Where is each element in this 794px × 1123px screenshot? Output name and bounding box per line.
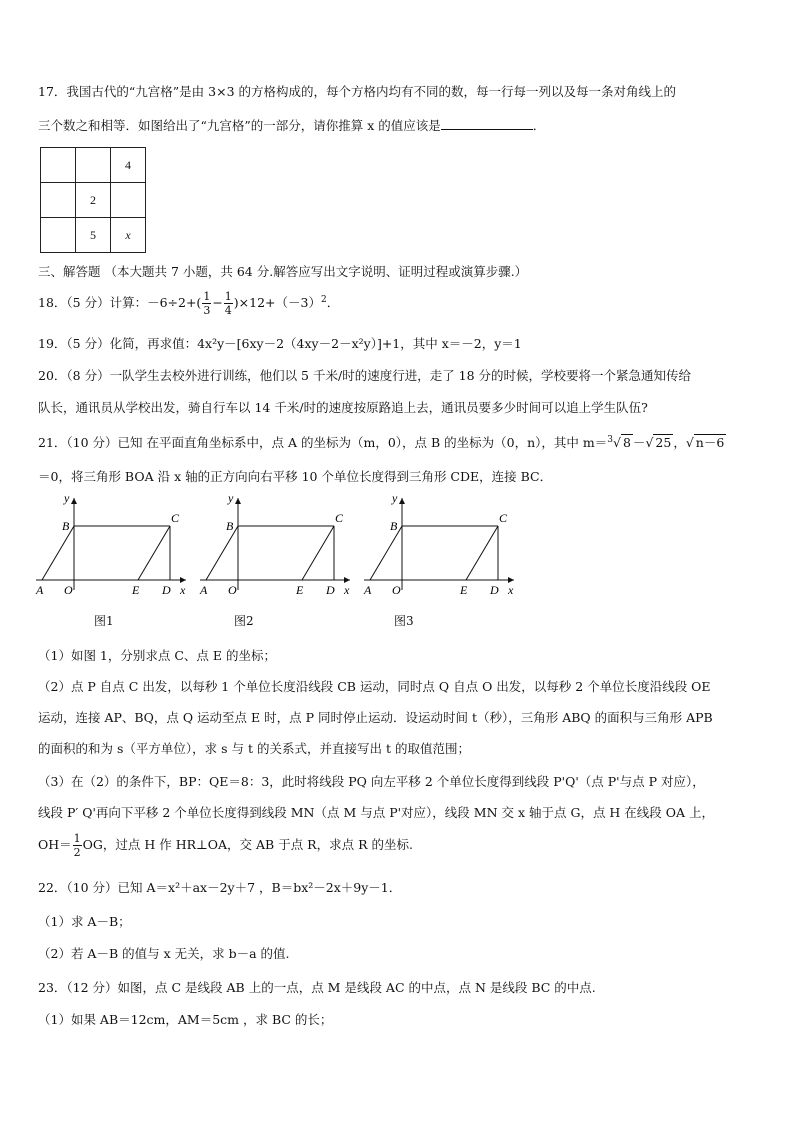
sqrt-radicand-2: n－6 (695, 435, 725, 450)
figure-3 (362, 490, 522, 603)
sqrt-radicand: 25 (655, 435, 672, 450)
coordinate-diagram (362, 490, 522, 600)
q21-minus: － (632, 435, 646, 450)
q19-line: 19．（5 分）化简，再求值：4x²y－[6xy－2（4xy－2－x²y）]+1，其中 x＝－2，y＝1 (38, 336, 522, 351)
q22-line1: 22．（10 分）已知 A＝x²＋ax－2y＋7 ，B＝bx²－2x＋9y－1． (38, 880, 402, 895)
segment-EC (138, 526, 170, 580)
fraction-denominator: 4 (224, 304, 232, 317)
figure-3-caption: 图3 (394, 614, 414, 628)
label-O: O (64, 583, 73, 597)
fraction-denominator: 3 (203, 304, 211, 317)
q17-line2-text: 三个数之和相等．如图给出了“九宫格”的一部分，请你推算 x 的值应该是 (38, 118, 441, 133)
q21-part3-line1: （3）在（2）的条件下，BP：QE＝8：3，此时将线段 PQ 向左平移 2 个单位长度得到线段 P'Q'（点 P'与点 P 对应）， (38, 774, 705, 789)
label-C: C (335, 511, 344, 525)
grid-cell: 4 (111, 148, 146, 183)
q21-part3-oh: OH＝ (38, 837, 72, 852)
section-heading: 三、解答题 （本大题共 7 小题，共 64 分.解答应写出文字说明、证明过程或演算步骤.） (38, 264, 528, 279)
q18-minus: − (212, 295, 223, 310)
q21-part3-rest: OG，过点 H 作 HR⊥OA，交 AB 于点 R，求点 R 的坐标. (82, 837, 413, 852)
label-E: E (460, 583, 468, 597)
label-D: D (162, 583, 171, 597)
grid-cell: 5 (76, 218, 111, 253)
segment-EC (466, 526, 498, 580)
q18-end: ． (326, 295, 340, 310)
q21-comma: ， (673, 435, 686, 450)
label-B: B (62, 519, 70, 533)
grid-cell (41, 183, 76, 218)
q18-line (38, 290, 339, 317)
label-y: y (64, 491, 70, 505)
fraction-one-third (202, 290, 211, 317)
label-E: E (132, 583, 140, 597)
q23-line1: 23．（12 分）如图，点 C 是线段 AB 上的一点，点 M 是线段 AC 的中点，点 N 是线段 BC 的中点. (38, 980, 596, 995)
figure-1 (34, 490, 194, 603)
fraction-numerator: 1 (224, 290, 232, 303)
q18-exponent: 2 (320, 294, 327, 305)
fraction-denominator: 2 (73, 846, 81, 859)
label-y: y (228, 491, 234, 505)
q20-line2: 队长，通讯员从学校出发，骑自行车以 14 千米/时的速度按原路追上去，通讯员要多少时间可以追上学生队伍? (38, 400, 648, 415)
label-E: E (296, 583, 304, 597)
q21-line1-text: 21．（10 分）已知 在平面直角坐标系中，点 A 的坐标为（m，0），点 B 的坐标为（0，n），其中 m＝ (38, 435, 608, 450)
label-D: D (490, 583, 499, 597)
fraction-one-fourth (224, 290, 233, 317)
q22-part1: （1）求 A－B； (38, 914, 131, 929)
grid-cell (111, 183, 146, 218)
cube-root-index: 3 (607, 434, 613, 445)
segment-AB (370, 526, 402, 580)
fraction-numerator: 1 (203, 290, 211, 303)
label-B: B (226, 519, 234, 533)
cube-root-radicand: 8 (622, 435, 631, 450)
fraction-one-half (73, 832, 82, 859)
label-y: y (392, 491, 398, 505)
q18-pre: 18．（5 分）计算：－6÷2+( (38, 295, 202, 310)
q18-post: )×12+（－3） (233, 295, 321, 310)
label-D: D (326, 583, 335, 597)
q23-part1: （1）如果 AB＝12cm，AM＝5cm ，求 BC 的长； (38, 1012, 333, 1027)
label-B: B (390, 519, 398, 533)
q21-part2-line2: 运动，连接 AP、BQ，点 Q 运动至点 E 时，点 P 同时停止运动．设运动时间 t（秒），三角形 ABQ 的面积与三角形 APB (38, 710, 713, 725)
label-C: C (171, 511, 180, 525)
label-x: x (180, 583, 186, 597)
grid-cell (41, 218, 76, 253)
q21-part2-line3: 的面积的和为 s（平方单位），求 s 与 t 的关系式，并直接写出 t 的取值范围； (38, 741, 470, 756)
q17-line2-end: ． (532, 118, 546, 133)
q21-line2: ＝0，将三角形 BOA 沿 x 轴的正方向向右平移 10 个单位长度得到三角形 CDE，连接 BC． (38, 469, 553, 484)
q21-part3-line3 (38, 832, 413, 859)
label-A: A (364, 583, 372, 597)
q17-line2 (38, 116, 545, 134)
y-axis-arrow (399, 498, 405, 504)
y-axis-arrow (71, 498, 77, 504)
q20-line1: 20．（8 分）一队学生去校外进行训练，他们以 5 千米/时的速度行进，走了 18 分的时候，学校要将一个紧急通知传给 (38, 368, 692, 383)
segment-AB (206, 526, 238, 580)
coordinate-diagram (198, 490, 358, 600)
grid-cell (41, 148, 76, 183)
label-O: O (228, 583, 237, 597)
label-A: A (200, 583, 208, 597)
y-axis-arrow (235, 498, 241, 504)
segment-EC (302, 526, 334, 580)
figure-2 (198, 490, 358, 603)
q21-part2-line1: （2）点 P 自点 C 出发，以每秒 1 个单位长度沿线段 CB 运动，同时点 Q 自点 O 出发，以每秒 2 个单位长度沿线段 OE (38, 679, 711, 694)
q21-part3-line2: 线段 P′ Q'再向下平移 2 个单位长度得到线段 MN（点 M 与点 P'对应），线段 MN 交 x 轴于点 G，点 H 在线段 OA 上， (38, 805, 715, 820)
label-A: A (36, 583, 44, 597)
label-O: O (392, 583, 401, 597)
q21-line1: 21．（10 分）已知 在平面直角坐标系中，点 A 的坐标为（m，0），点 B 的坐标为（0，n），其中 m＝$^3$√ 8 －√ 25 ，√ n－6 (38, 434, 725, 450)
label-x: x (344, 583, 350, 597)
coordinate-diagram (34, 490, 194, 600)
grid-cell (76, 148, 111, 183)
figure-2-caption: 图2 (234, 614, 254, 628)
answer-blank[interactable] (441, 117, 533, 130)
segment-AB (42, 526, 74, 580)
label-C: C (499, 511, 508, 525)
fraction-numerator: 1 (73, 832, 81, 845)
label-x: x (508, 583, 514, 597)
q17-line1: 17．我国古代的“九宫格”是由 3×3 的方格构成的，每个方格内均有不同的数，每一行每一列以及每一条对角线上的 (38, 84, 677, 99)
q22-part2: （2）若 A－B 的值与 x 无关，求 b－a 的值. (38, 946, 290, 961)
grid-cell: 2 (76, 183, 111, 218)
q21-part1: （1）如图 1，分别求点 C、点 E 的坐标； (38, 648, 276, 663)
grid-cell: x (111, 218, 146, 253)
nine-grid (40, 147, 146, 253)
figure-1-caption: 图1 (94, 614, 114, 628)
